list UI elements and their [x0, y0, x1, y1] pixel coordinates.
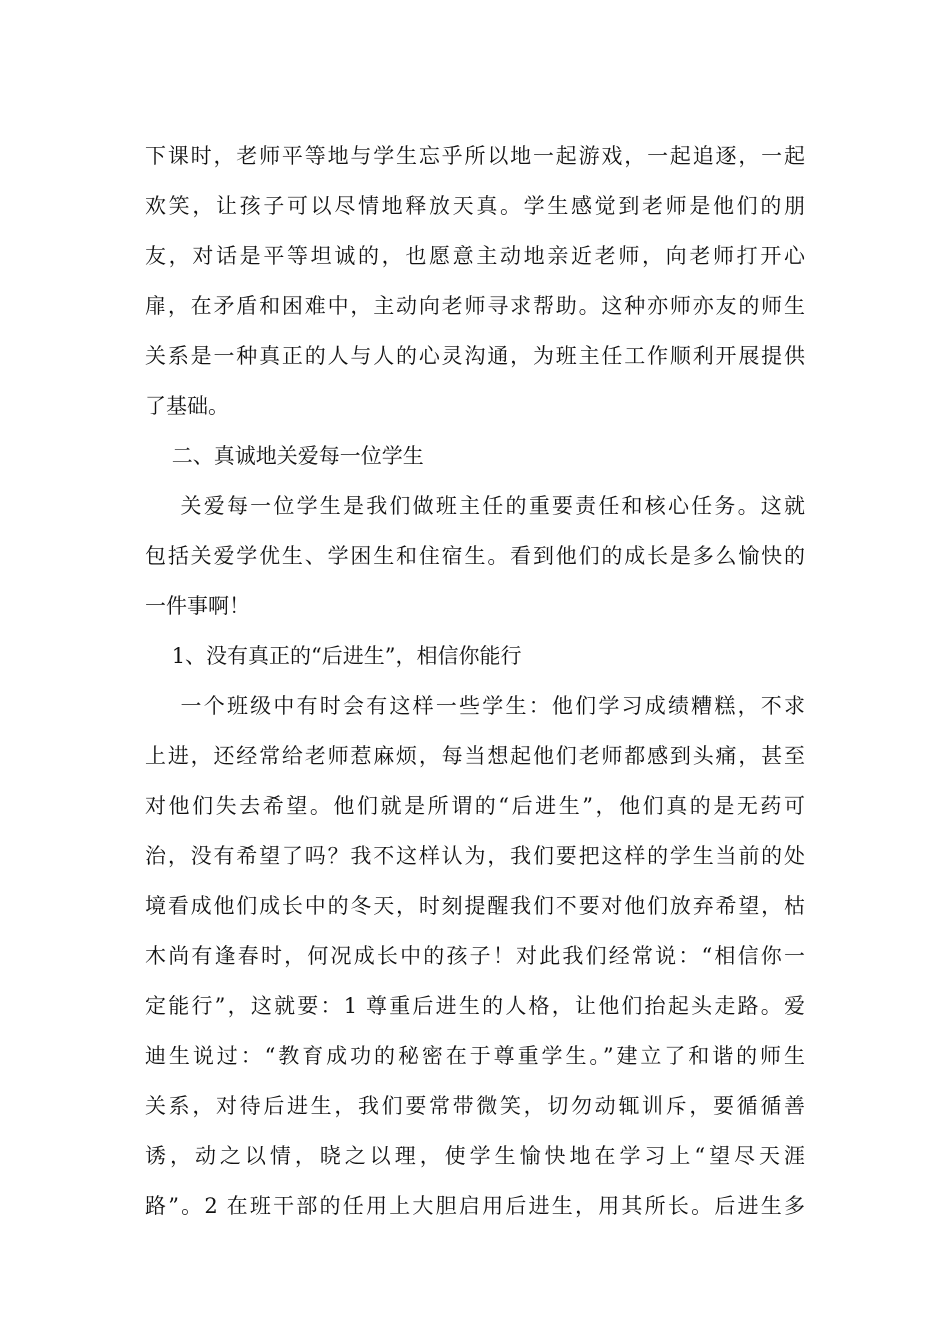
- text-line: 境看成他们成长中的冬天，时刻提醒我们不要对他们放弃希望，枯: [145, 894, 805, 918]
- text-line: 一件事啊！: [145, 594, 250, 618]
- text-line: 定能行”，这就要：1 尊重后进生的人格，让他们抬起头走路。爱: [145, 994, 805, 1018]
- text-line: 下课时，老师平等地与学生忘乎所以地一起游戏，一起追逐，一起: [145, 144, 805, 168]
- text-line: 迪生说过：“教育成功的秘密在于尊重学生。”建立了和谐的师生: [145, 1044, 805, 1068]
- text-line: 欢笑，让孩子可以尽情地释放天真。学生感觉到老师是他们的朋: [145, 194, 805, 218]
- text-line: 包括关爱学优生、学困生和住宿生。看到他们的成长是多么愉快的: [145, 544, 805, 568]
- text-line: 对他们失去希望。他们就是所谓的“后进生”，他们真的是无药可: [145, 794, 805, 818]
- text-line: 1、没有真正的“后进生”，相信你能行: [145, 644, 522, 668]
- text-line: 扉，在矛盾和困难中，主动向老师寻求帮助。这种亦师亦友的师生: [145, 294, 805, 318]
- text-line: 关系，对待后进生，我们要常带微笑，切勿动辄训斥，要循循善: [145, 1094, 805, 1118]
- text-line: 一个班级中有时会有这样一些学生：他们学习成绩糟糕，不求: [145, 694, 805, 718]
- text-line: 关系是一种真正的人与人的心灵沟通，为班主任工作顺利开展提供: [145, 344, 805, 368]
- document-body: [145, 131, 805, 1231]
- text-line: 关爱每一位学生是我们做班主任的重要责任和核心任务。这就: [145, 494, 805, 518]
- text-line: 二、真诚地关爱每一位学生: [145, 444, 424, 468]
- text-line: 治，没有希望了吗？我不这样认为，我们要把这样的学生当前的处: [145, 844, 805, 868]
- text-line: 路”。2 在班干部的任用上大胆启用后进生，用其所长。后进生多: [145, 1194, 805, 1218]
- text-line: 了基础。: [145, 394, 229, 418]
- text-line: 友，对话是平等坦诚的，也愿意主动地亲近老师，向老师打开心: [145, 244, 805, 268]
- text-line: 上进，还经常给老师惹麻烦，每当想起他们老师都感到头痛，甚至: [145, 744, 805, 768]
- text-line: 诱，动之以情，晓之以理，使学生愉快地在学习上“望尽天涯: [145, 1144, 805, 1168]
- text-line: 木尚有逢春时，何况成长中的孩子！对此我们经常说：“相信你一: [145, 944, 805, 968]
